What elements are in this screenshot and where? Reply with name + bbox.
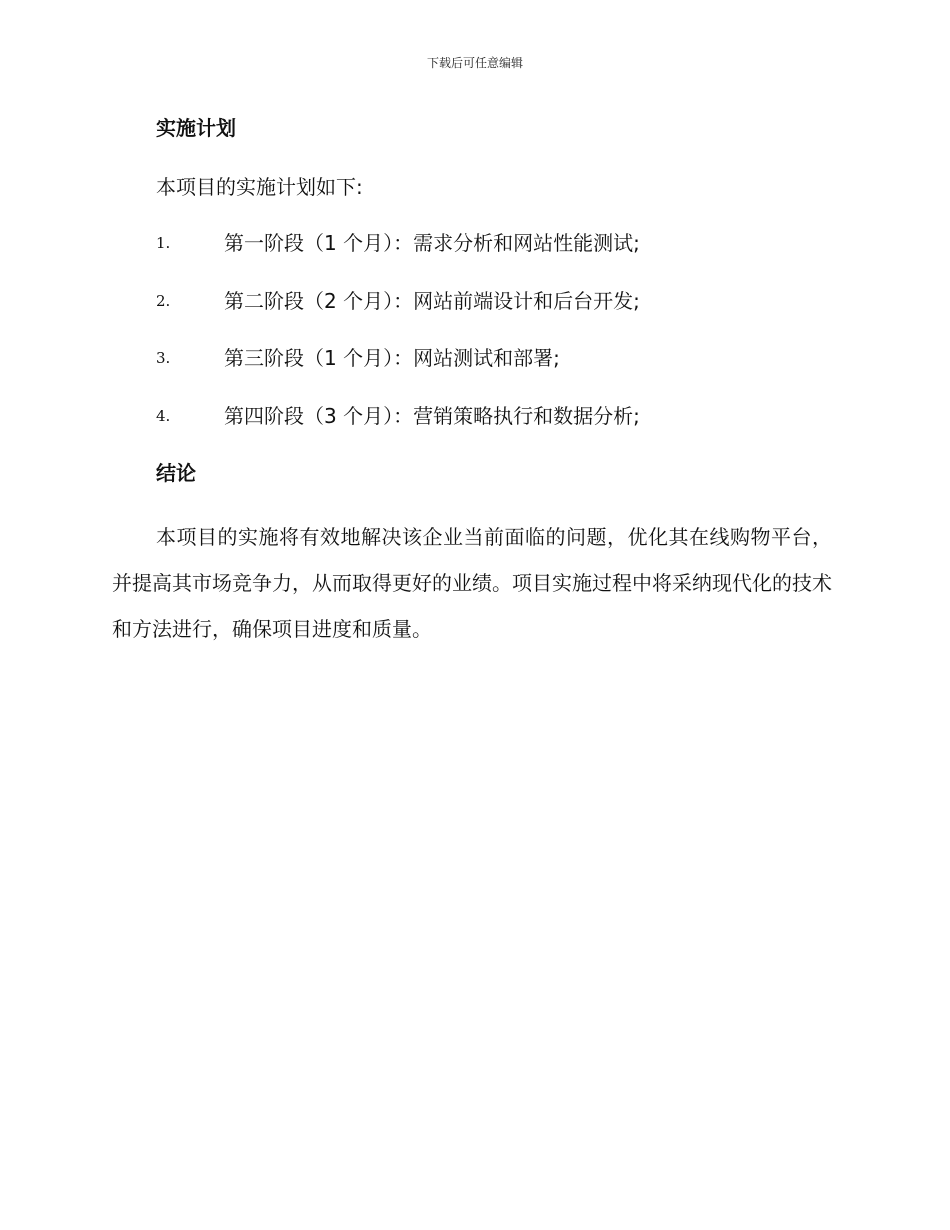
list-item [156,228,640,286]
page-header: 下载后可任意编辑 [426,56,523,70]
list-item-text: 第三阶段（1 个月）：网站测试和部署; [224,346,560,370]
section-heading-conclusion: 结论 [156,461,196,485]
conclusion-paragraph: 本项目的实施将有效地解决该企业当前面临的问题，优化其在线购物平台，并提高其市场竞争力，从而取得更好的业绩。项目实施过程中将采纳现代化的技术和方法进行，确保项目进度和质量。 [112,525,832,641]
list-item-number: 3. [156,349,171,367]
list-item-text: 第四阶段（3 个月）：营销策略执行和数据分析; [224,403,640,428]
plan-intro: 本项目的实施计划如下: [156,175,363,199]
list-item [156,401,640,459]
plan-list [156,228,640,458]
list-item-number: 4. [156,406,171,425]
list-item [156,286,640,344]
list-item [156,343,640,401]
list-item-text: 第一阶段（1 个月）：需求分析和网站性能测试; [224,231,640,255]
list-item-number: 1. [156,234,171,252]
list-item-number: 2. [156,291,171,310]
section-heading-plan: 实施计划 [156,116,236,140]
list-item-text: 第二阶段（2 个月）：网站前端设计和后台开发; [224,288,640,313]
